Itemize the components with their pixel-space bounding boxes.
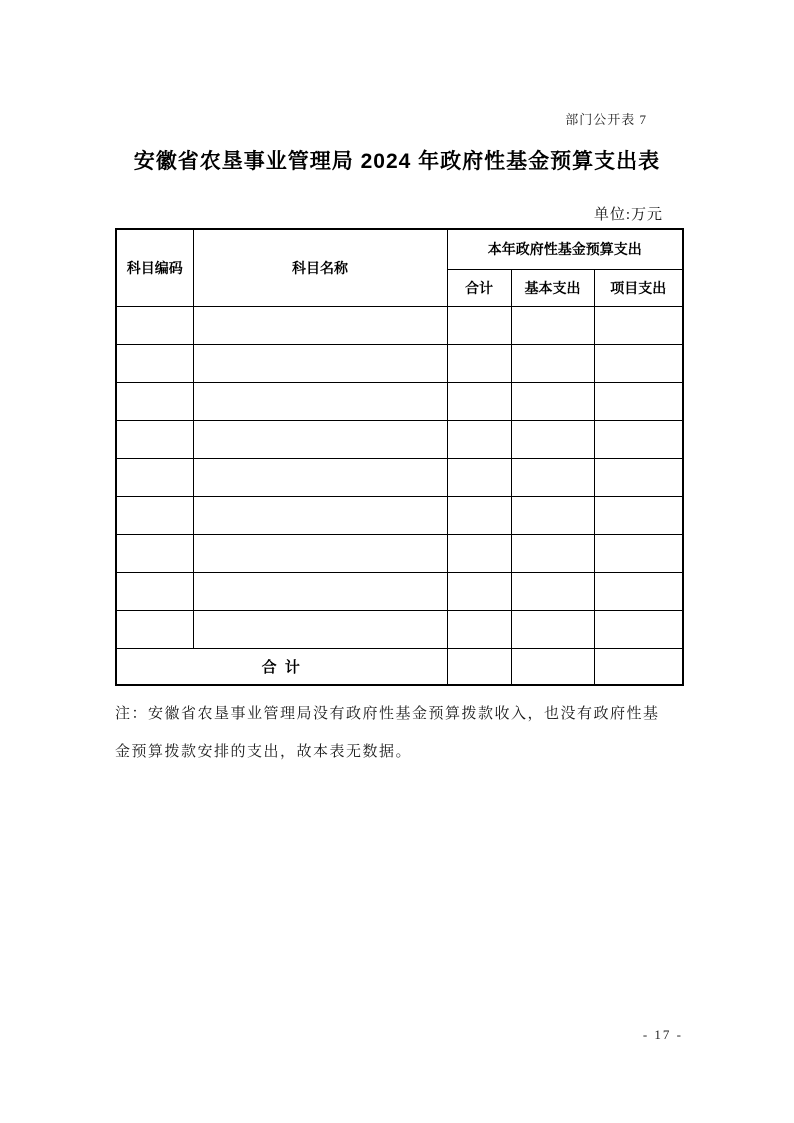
empty-cell	[447, 496, 511, 534]
empty-cell	[594, 458, 683, 496]
unit-label: 单位:万元	[593, 207, 663, 223]
empty-cell	[193, 344, 447, 382]
page-title: 安徽省农垦事业管理局 2024 年政府性基金预算支出表	[133, 150, 661, 173]
empty-cell	[594, 420, 683, 458]
empty-cell	[511, 496, 594, 534]
note-line-2: 金预算拨款安排的支出，故本表无数据。	[115, 744, 413, 760]
table-empty-row	[116, 344, 683, 382]
empty-cell	[447, 382, 511, 420]
table-empty-row	[116, 420, 683, 458]
empty-cell	[193, 496, 447, 534]
total-row-basic-value	[511, 648, 594, 685]
budget-table	[115, 228, 684, 686]
empty-cell	[193, 534, 447, 572]
header-basic-expenditure: 基本支出	[511, 269, 594, 306]
table-empty-row	[116, 534, 683, 572]
empty-cell	[594, 496, 683, 534]
page-number: - 17 -	[642, 1027, 683, 1042]
total-row-label: 合 计	[116, 648, 447, 685]
empty-cell	[447, 534, 511, 572]
empty-cell	[447, 420, 511, 458]
empty-cell	[447, 344, 511, 382]
empty-cell	[594, 382, 683, 420]
table-empty-row	[116, 458, 683, 496]
empty-cell	[511, 572, 594, 610]
empty-cell	[447, 572, 511, 610]
table-empty-row	[116, 610, 683, 648]
table-empty-row	[116, 306, 683, 344]
empty-cell	[511, 344, 594, 382]
table-note	[115, 695, 693, 771]
header-total: 合计	[447, 269, 511, 306]
empty-cell	[116, 610, 193, 648]
header-project-expenditure: 项目支出	[594, 269, 683, 306]
empty-cell	[193, 610, 447, 648]
empty-cell	[116, 458, 193, 496]
empty-cell	[594, 572, 683, 610]
empty-cell	[116, 534, 193, 572]
header-subject-code: 科目编码	[116, 229, 193, 306]
empty-cell	[511, 420, 594, 458]
empty-cell	[594, 610, 683, 648]
empty-cell	[594, 344, 683, 382]
empty-cell	[116, 306, 193, 344]
empty-cell	[116, 382, 193, 420]
empty-cell	[447, 458, 511, 496]
total-row-total-value	[447, 648, 511, 685]
total-row	[116, 648, 683, 685]
empty-cell	[193, 572, 447, 610]
empty-cell	[511, 306, 594, 344]
empty-cell	[193, 382, 447, 420]
empty-cell	[447, 306, 511, 344]
empty-cell	[193, 306, 447, 344]
empty-cell	[116, 344, 193, 382]
empty-cell	[511, 610, 594, 648]
table-header	[116, 229, 683, 306]
empty-cell	[116, 572, 193, 610]
total-row-project-value	[594, 648, 683, 685]
empty-cell	[511, 458, 594, 496]
table-footer	[116, 648, 683, 685]
table-empty-row	[116, 496, 683, 534]
header-subject-name: 科目名称	[193, 229, 447, 306]
table-empty-row	[116, 572, 683, 610]
empty-cell	[193, 458, 447, 496]
empty-cell	[193, 420, 447, 458]
empty-cell	[511, 534, 594, 572]
empty-cell	[594, 306, 683, 344]
empty-cell	[116, 420, 193, 458]
empty-cell	[594, 534, 683, 572]
note-line-1: 注：安徽省农垦事业管理局没有政府性基金预算拨款收入，也没有政府性基	[115, 706, 660, 722]
header-group-title: 本年政府性基金预算支出	[447, 229, 683, 269]
table-body-empty-rows	[116, 306, 683, 648]
empty-cell	[511, 382, 594, 420]
empty-cell	[116, 496, 193, 534]
empty-cell	[447, 610, 511, 648]
table-empty-row	[116, 382, 683, 420]
doc-label: 部门公开表 7	[565, 112, 647, 127]
